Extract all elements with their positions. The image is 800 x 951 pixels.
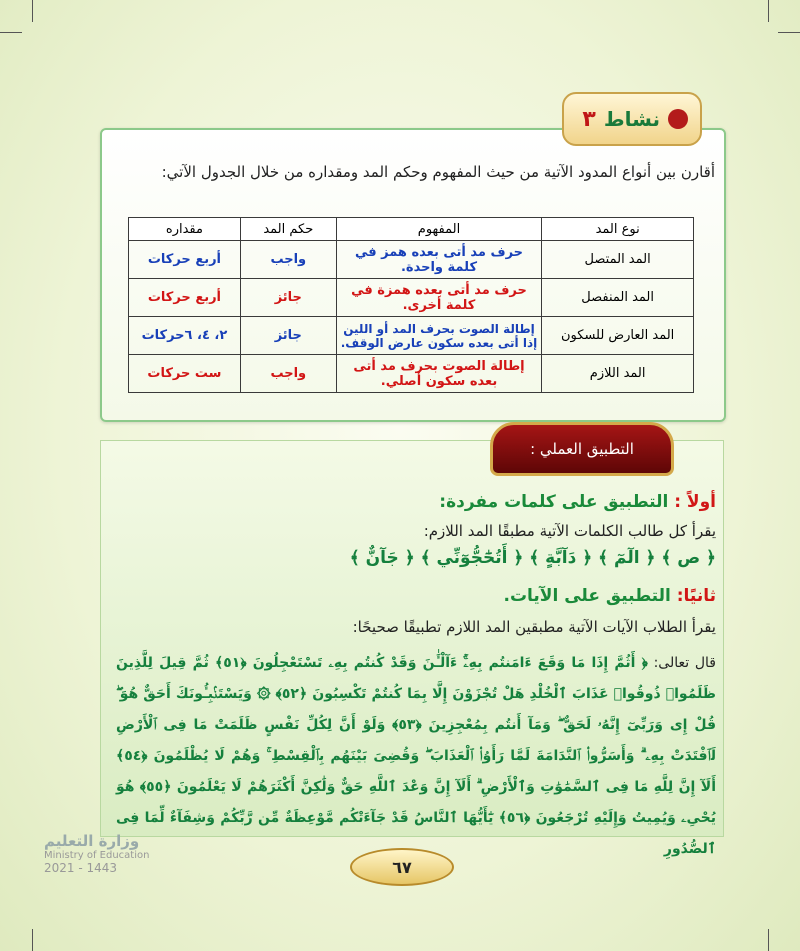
quran-words: ﴿ ص ﴾ ﴿ الٓمٓ ﴾ ﴿ دَآبَّةٍ ﴾ ﴿ أَتُحَٰٓجُّوٓنِّي ﴾ ﴿ جَآنٌّ ﴾ [349,548,716,568]
second-heading-text: التطبيق على الآيات. [503,586,671,606]
cell-amount: أربع حركات [129,279,241,317]
ministry-name-en: Ministry of Education [44,850,150,861]
crop-mark [0,32,22,33]
header-type: نوع المد [542,218,694,241]
cell-amount: ست حركات [129,355,241,393]
cell-concept: إطالة الصوت بحرف المد أو اللين إذا أتى بعده سكون عارض الوقف. [336,317,542,355]
table-row [129,317,694,355]
activity-number: ٣ [582,106,596,132]
second-instruction: يقرأ الطلاب الآيات الآتية مطبقين المد اللازم تطبيقًا صحيحًا: [352,618,716,636]
activity-label: نشاط [603,107,660,131]
page-number: ٦٧ [350,848,454,886]
cell-concept: إطالة الصوت بحرف مد أتى بعده سكون أصلي. [336,355,542,393]
table-header-row [129,218,694,241]
cell-concept: حرف مد أتى بعده همز في كلمة واحدة. [336,241,542,279]
edition-year: 2021 - 1443 [44,861,118,875]
first-heading-lead: أولاً : [674,492,716,512]
cell-ruling: واجب [240,355,336,393]
cell-concept: حرف مد أتى بعده همزة في كلمة أخرى. [336,279,542,317]
second-heading-lead: ثانيًا: [676,586,716,606]
cell-ruling: واجب [240,241,336,279]
crop-mark [32,929,33,951]
crop-mark [768,0,769,22]
ministry-logo [44,832,194,875]
activity-instruction: أقارن بين أنواع المدود الآتية من حيث المفهوم وحكم المد ومقداره من خلال الجدول الآتي: [161,163,715,181]
cell-type: المد العارض للسكون [542,317,694,355]
quran-verses [116,648,716,865]
cell-type: المد المنفصل [542,279,694,317]
table-row [129,241,694,279]
table-row [129,279,694,317]
cell-ruling: جائز [240,279,336,317]
first-heading-text: التطبيق على كلمات مفردة: [439,492,669,512]
verse-text: ﴿ أَثُمَّ إِذَا مَا وَقَعَ ءَامَنتُم بِهِۦٓۚ ءَآلْـَٰٔنَ وَقَدْ كُنتُم بِهِۦ تَسْتَعْجِلُونَ ﴿٥١﴾ ثُمَّ قِيلَ لِلَّذِينَ ظَلَمُوا۟ ذُوقُوا۟ عَذَابَ ٱلْخُلْدِ هَلْ تُجْزَوْنَ إِلَّا بِمَا كُنتُمْ تَكْسِبُونَ ﴿٥٢﴾ ۞ وَيَسْتَنۢبِـُٔونَكَ أَحَقٌّ هُوَ ۖ قُلْ إِى وَرَبِّىٓ إِنَّهُۥ لَحَقٌّ ۖ وَمَآ أَنتُم بِمُعْجِزِينَ ﴿٥٣﴾ وَلَوْ أَنَّ لِكُلِّ نَفْسٍ ظَلَمَتْ مَا فِى ٱلْأَرْضِ لَٱفْتَدَتْ بِهِۦ ۗ وَأَسَرُّوا۟ ٱلنَّدَامَةَ لَمَّا رَأَوُا۟ ٱلْعَذَابَ ۖ وَقُضِىَ بَيْنَهُم بِٱلْقِسْطِ ۚ وَهُمْ لَا يُظْلَمُونَ ﴿٥٤﴾ أَلَآ إِنَّ لِلَّهِ مَا فِى ٱلسَّمَٰوَٰتِ وَٱلْأَرْضِ ۗ أَلَآ إِنَّ وَعْدَ ٱللَّهِ حَقٌّ وَلَٰكِنَّ أَكْثَرَهُمْ لَا يَعْلَمُونَ ﴿٥٥﴾ هُوَ يُحْىِۦ وَيُمِيتُ وَإِلَيْهِ تُرْجَعُونَ ﴿٥٦﴾ يَٰٓأَيُّهَا ٱلنَّاسُ قَدْ جَآءَتْكُم مَّوْعِظَةٌ مِّن رَّبِّكُمْ وَشِفَآءٌ لِّمَا فِى ٱلصُّدُورِ [116,655,716,857]
first-instruction: يقرأ كل طالب الكلمات الآتية مطبقًا المد اللازم: [423,522,716,540]
cell-amount: أربع حركات [129,241,241,279]
practical-banner: التطبيق العملي : [490,422,674,476]
header-concept: المفهوم [336,218,542,241]
activity-badge [562,92,702,146]
ministry-name-ar: وزارة التعليم [44,832,140,850]
header-ruling: حكم المد [240,218,336,241]
verse-intro: قال تعالى: [653,655,717,671]
cell-amount: ٢، ٤، ٦حركات [129,317,241,355]
crop-mark [32,0,33,22]
crop-mark [768,929,769,951]
madd-comparison-table [128,217,694,393]
cell-type: المد اللازم [542,355,694,393]
first-heading [439,492,716,512]
cell-ruling: جائز [240,317,336,355]
wax-seal-icon [668,109,688,129]
crop-mark [778,32,800,33]
header-amount: مقداره [129,218,241,241]
second-heading [504,586,717,606]
cell-type: المد المتصل [542,241,694,279]
table-row [129,355,694,393]
